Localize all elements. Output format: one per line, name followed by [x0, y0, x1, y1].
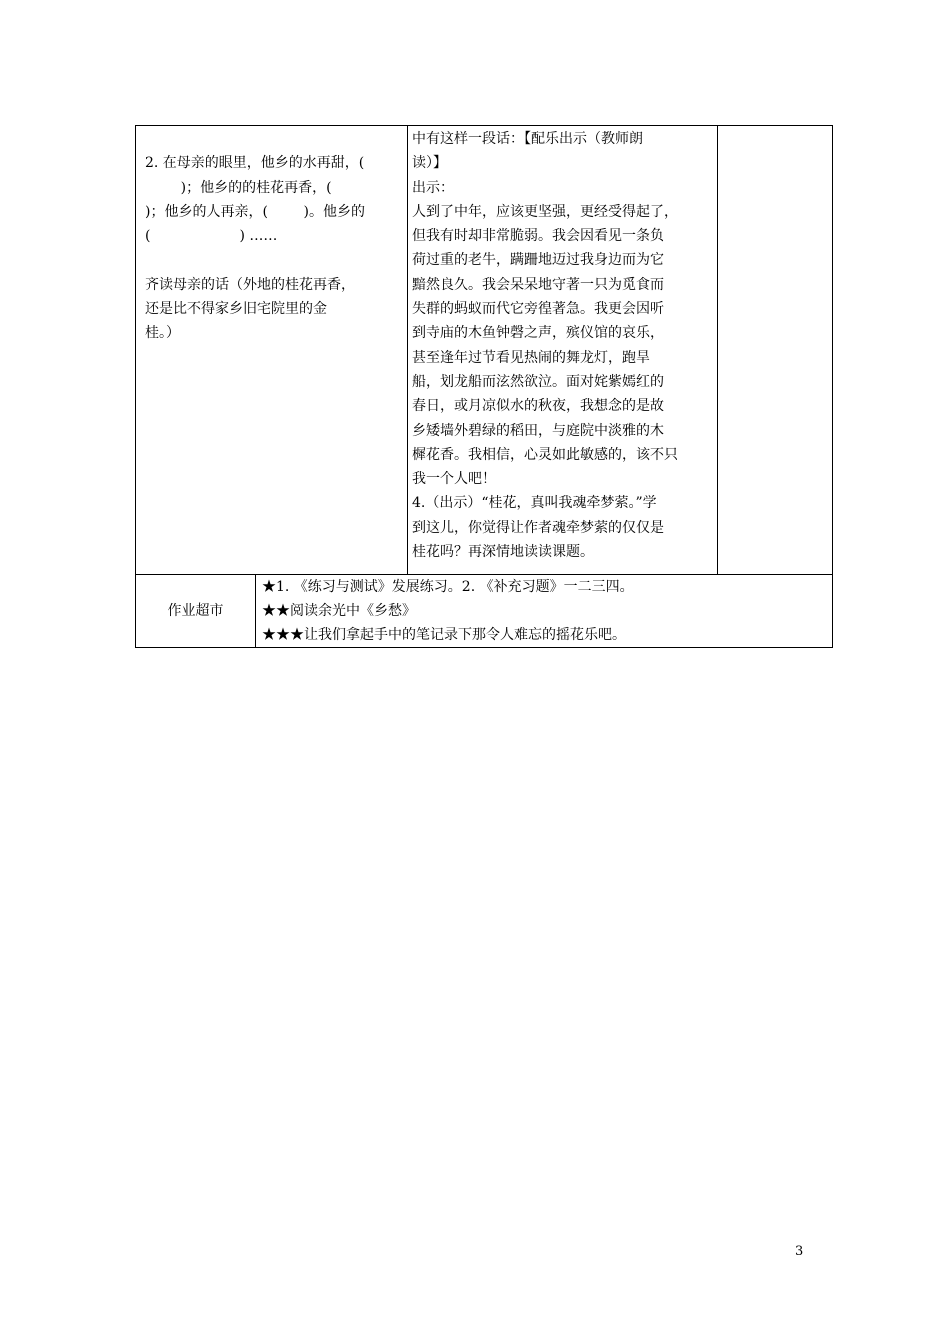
middle-cell-line: 我一个人吧！	[412, 471, 496, 488]
left-cell-line: ( ) ……	[145, 228, 278, 245]
middle-cell-line: 读）】	[412, 155, 447, 172]
homework-cell-text	[262, 575, 830, 647]
middle-cell-line: 中有这样一段话：【配乐出示（教师朗	[412, 131, 643, 147]
middle-cell-line: 但我有时却非常脆弱。我会因看见一条负	[412, 228, 664, 245]
middle-cell-line: 到寺庙的木鱼钟磬之声，殡仪馆的哀乐，	[412, 325, 664, 342]
middle-cell-line: 甚至逢年过节看见热闹的舞龙灯，跑旱	[412, 349, 650, 366]
middle-cell-line: 黯然良久。我会呆呆地守著一只为觅食而	[412, 276, 664, 293]
column-divider-1	[407, 125, 408, 575]
middle-cell-line: 桂花吗？再深情地读读课题。	[412, 544, 594, 561]
homework-column-divider	[255, 574, 256, 648]
left-cell-line	[145, 248, 403, 272]
middle-cell-line: 春日，或月凉似水的秋夜，我想念的是故	[412, 398, 664, 415]
middle-cell-line: 人到了中年，应该更坚强，更经受得起了，	[412, 203, 678, 220]
homework-line: ★1. 《练习与测试》发展练习。2. 《补充习题》一二三四。	[262, 579, 634, 595]
middle-cell-line: 失群的蚂蚁而代它旁徨著急。我更会因听	[412, 301, 664, 318]
homework-line: ★★★让我们拿起手中的笔记录下那令人难忘的摇花乐吧。	[262, 627, 626, 643]
middle-cell-line: 荷过重的老牛，蹒跚地迈过我身边而为它	[412, 252, 664, 269]
middle-cell-line: 樨花香。我相信，心灵如此敏感的，该不只	[412, 446, 678, 463]
column-divider-2	[717, 125, 718, 575]
middle-cell-text	[412, 127, 714, 564]
middle-cell-line: 4.（出示）“桂花，真叫我魂牵梦萦。”学	[412, 495, 657, 512]
left-cell-line	[145, 127, 403, 151]
middle-cell-line: 到这儿，你觉得让作者魂牵梦萦的仅仅是	[412, 519, 664, 536]
left-cell-line: )；他乡的人再亲，( )。他乡的	[145, 203, 365, 220]
left-cell-line: 桂。）	[145, 325, 180, 342]
homework-label: 作业超市	[167, 603, 224, 619]
homework-line: ★★阅读余光中《乡愁》	[262, 603, 416, 619]
middle-cell-line: 船，划龙船而泫然欲泣。面对姹紫嫣红的	[412, 373, 664, 390]
left-cell-text	[145, 127, 403, 346]
middle-cell-line: 出示：	[412, 179, 454, 196]
middle-cell-line: 乡矮墙外碧绿的稻田，与庭院中淡雅的木	[412, 422, 664, 439]
page-number: 3	[795, 1244, 804, 1259]
left-cell-line: 还是比不得家乡旧宅院里的金	[145, 301, 327, 318]
left-cell-line: 2. 在母亲的眼里，他乡的水再甜，(	[145, 155, 365, 172]
left-cell-line: 齐读母亲的话（外地的桂花再香，	[145, 276, 355, 293]
left-cell-line: )；他乡的的桂花再香，(	[145, 179, 332, 196]
